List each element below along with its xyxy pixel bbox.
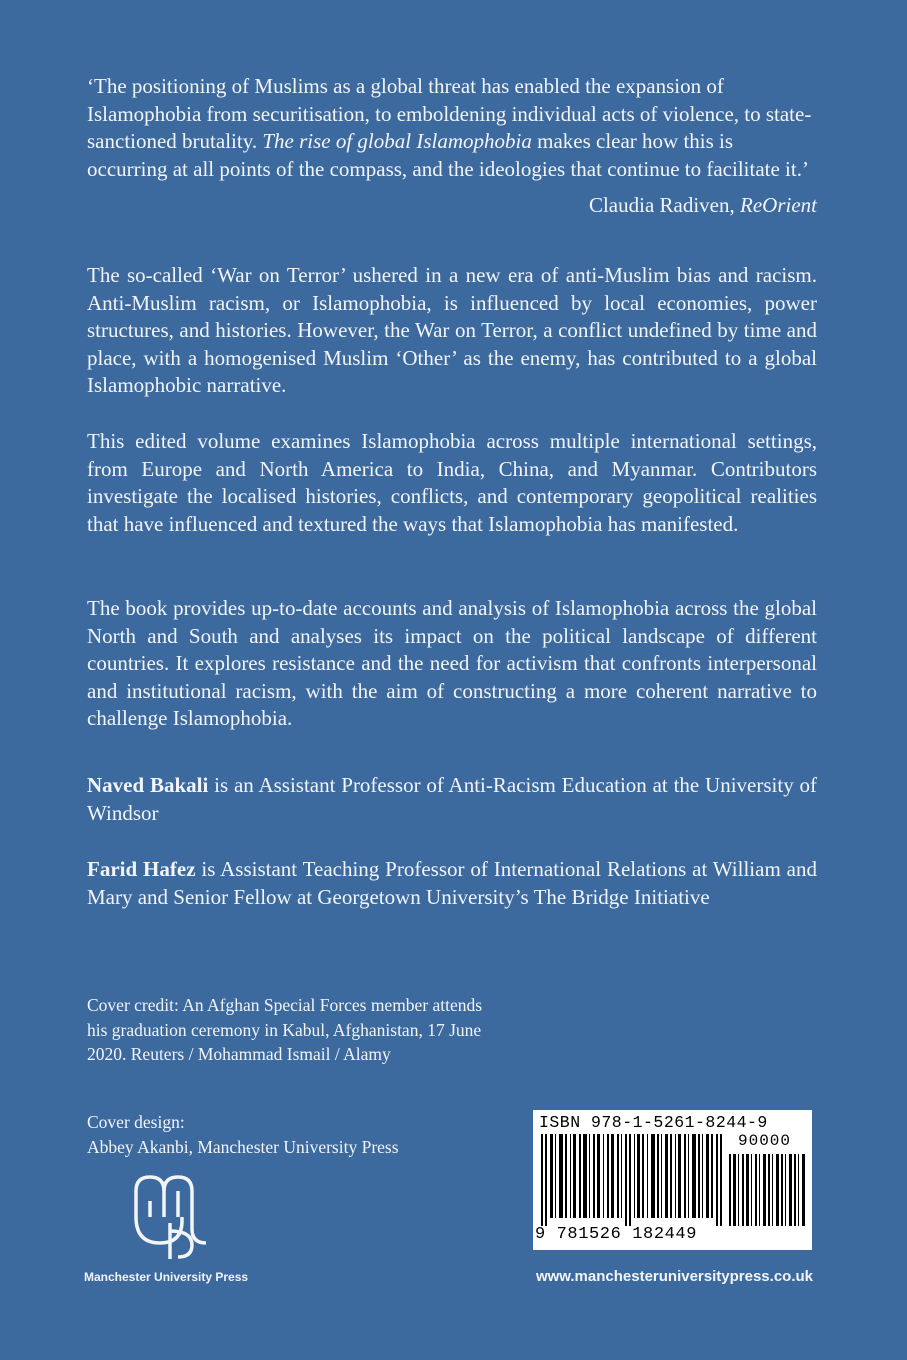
paragraph-text: This edited volume examines Islamophobia across multiple international settings, from Europe and North America to India, China, and Myanmar. Contributors investigate the localised histories, conflicts, and contemporary geopolitical realities that have influenced and textured the ways that Islamophobia has manifested. bbox=[87, 429, 817, 536]
barcode bbox=[533, 1110, 812, 1250]
ean-bars bbox=[541, 1134, 726, 1226]
website-url: www.manchesteruniversitypress.co.uk bbox=[535, 1268, 813, 1285]
publisher-name: Manchester University Press bbox=[84, 1270, 249, 1284]
ean-number: 9 781526 182449 bbox=[535, 1225, 698, 1244]
addon-bars bbox=[729, 1154, 807, 1226]
author-bio-2 bbox=[87, 856, 817, 911]
quote-book-title: The rise of global Islamophobia bbox=[262, 129, 532, 153]
author-bio-text: is an Assistant Professor of Anti-Racism Education at the University of Windsor bbox=[87, 773, 818, 825]
paragraph-text: The so-called ‘War on Terror’ ushered in a new era of anti-Muslim bias and racism. Anti-Muslim racism, or Islamophobia, is influenced by local economies, power structures, and histories. However, the War on Terror, a conflict undefined by time and place, with a homogenised Muslim ‘Other’ as the enemy, has contributed to a global Islamophobic narrative. bbox=[87, 263, 817, 397]
attribution-source: ReOrient bbox=[740, 193, 817, 217]
quote-text-2: makes clear how this is occurring at all points of the compass, and the ideologies that continue to facilitate it.’ bbox=[87, 129, 809, 181]
cover-design-label: Cover design: bbox=[87, 1112, 185, 1132]
author-name: Farid Hafez bbox=[87, 857, 196, 881]
blurb-paragraph-3 bbox=[87, 595, 817, 733]
author-bio-1 bbox=[87, 772, 817, 827]
author-bio-text: is Assistant Teaching Professor of International Relations at William and Mary and Senior Fellow at Georgetown University’s The Bridge Initiative bbox=[87, 857, 817, 909]
author-name: Naved Bakali bbox=[87, 773, 209, 797]
cover-designer: Abbey Akanbi, Manchester University Press bbox=[87, 1136, 399, 1157]
price-code: 90000 bbox=[738, 1132, 792, 1150]
review-quote bbox=[87, 73, 817, 183]
attribution-name: Claudia Radiven, bbox=[588, 193, 741, 217]
quote-attribution bbox=[589, 193, 817, 218]
mup-logo-icon bbox=[130, 1171, 212, 1263]
paragraph-text: The book provides up-to-date accounts and analysis of Islamophobia across the global North and South and analyses its impact on the political landscape of different countries. It explores resistance and the need for activism that confronts interpersonal and institutional racism, with the aim of constructing a more coherent narrative to challenge Islamophobia. bbox=[87, 596, 817, 730]
cover-credit: Cover credit: An Afghan Special Forces member attends his graduation ceremony in Kabul, Afghanistan, 17 June 2020. Reuters / Mohammad Ismail / Alamy bbox=[87, 995, 483, 1064]
quote-text-1: ‘The positioning of Muslims as a global threat has enabled the expansion of Islamophobia from securitisation, to emboldening individual acts of violence, to state-sanctioned brutality. bbox=[87, 74, 812, 153]
isbn-text: ISBN 978-1-5261-8244-9 bbox=[539, 1113, 768, 1132]
blurb-paragraph-1 bbox=[87, 262, 817, 400]
cover-design bbox=[87, 1110, 487, 1159]
blurb-paragraph-2 bbox=[87, 428, 817, 538]
